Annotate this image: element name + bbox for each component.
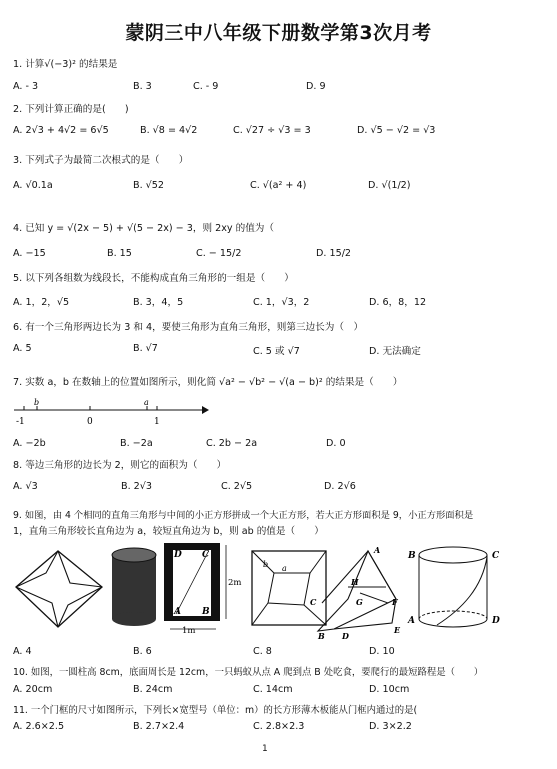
question-9-stem-line1: 9. 如图，由 4 个相同的直角三角形与中间的小正方形拼成一个大正方形，若大正方形面积是 9，小正方形面积是 [13, 510, 474, 521]
geo-label-a: A [374, 545, 381, 555]
door-width-label: 1m [182, 626, 196, 636]
q9-option-b: B. 6 [133, 646, 152, 657]
triangle-construction-figure [310, 545, 401, 641]
point-b-label: b [34, 398, 40, 407]
question-7-stem: 7. 实数 a，b 在数轴上的位置如图所示，则化简 √a² − √b² − √(a − b)² 的结果是（ ） [13, 377, 403, 388]
number-line-figure [10, 396, 210, 430]
q5-option-c: C. 1，√3，2 [253, 297, 310, 308]
q1-option-a: A. - 3 [13, 81, 39, 92]
geo-label-g: G [356, 597, 363, 607]
cyl-label-d: D [492, 616, 500, 626]
q8-option-d: D. 2√6 [324, 481, 356, 492]
q9-option-c: C. 8 [253, 646, 272, 657]
q8-option-c: C. 2√5 [221, 481, 253, 492]
q7-option-d: D. 0 [326, 438, 346, 449]
door-label-b: B [202, 607, 210, 617]
q4-option-c: C. − 15/2 [196, 248, 242, 259]
geo-label-f: F [392, 597, 398, 607]
q7-option-a: A. −2b [13, 438, 46, 449]
q10-option-d: D. 10cm [369, 684, 410, 695]
pinwheel-label-b: b [263, 560, 269, 569]
tick-label-zero: 0 [87, 417, 93, 427]
page-title: 蒙阴三中八年级下册数学第3次月考 [125, 22, 432, 44]
q4-option-a: A. −15 [13, 248, 46, 259]
q11-option-c: C. 2.8×2.3 [253, 721, 305, 732]
cyl-label-b: B [408, 551, 416, 561]
page-number: 1 [262, 744, 268, 754]
geo-label-d: D [342, 631, 349, 641]
cylinder-figure [112, 548, 156, 626]
geo-label-c: C [310, 597, 317, 607]
q11-option-a: A. 2.6×2.5 [13, 721, 65, 732]
q3-option-c: C. √(a² + 4) [250, 180, 307, 191]
door-label-d: D [174, 550, 182, 560]
q6-option-a: A. 5 [13, 343, 32, 354]
tick-label-minus-one: -1 [16, 417, 25, 427]
question-11-stem: 11. 一个门框的尺寸如图所示，下列长×宽型号（单位：m）的长方形薄木板能从门框内通过的是( [13, 705, 418, 716]
question-9-stem-line2: 1，直角三角形较长直角边为 a，较短直角边为 b，则 ab 的值是（ ） [13, 526, 324, 537]
geo-label-e: E [394, 625, 401, 635]
q11-option-b: B. 2.7×2.4 [133, 721, 185, 732]
q2-option-b: B. √8 = 4√2 [140, 125, 198, 136]
question-6-stem: 6. 有一个三角形两边长为 3 和 4，要使三角形为直角三角形，则第三边长为（ ） [13, 322, 364, 333]
question-10-stem: 10. 如图，一圆柱高 8cm，底面周长是 12cm，一只蚂蚁从点 A 爬到点 B 处吃食，要爬行的最短路程是（ ） [13, 667, 484, 678]
q10-option-c: C. 14cm [253, 684, 293, 695]
envelope-figure [16, 551, 102, 627]
q11-option-d: D. 3×2.2 [369, 721, 412, 732]
question-3-stem: 3. 下列式子为最简二次根式的是（ ） [13, 155, 189, 166]
q6-option-d: D. 无法确定 [369, 346, 421, 357]
q3-option-b: B. √52 [133, 180, 165, 191]
door-label-c: C [202, 550, 210, 560]
q7-option-b: B. −2a [120, 438, 153, 449]
question-1-stem: 1. 计算√(−3)² 的结果是 [13, 59, 118, 70]
q4-option-d: D. 15/2 [316, 248, 352, 259]
q5-option-a: A. 1，2，√5 [13, 297, 70, 308]
q2-option-a: A. 2√3 + 4√2 = 6√5 [13, 125, 109, 136]
q6-option-b: B. √7 [133, 343, 158, 354]
q1-option-d: D. 9 [306, 81, 326, 92]
pinwheel-label-a: a [282, 564, 287, 573]
pinwheel-square-figure [252, 551, 326, 625]
question-8-stem: 8. 等边三角形的边长为 2，则它的面积为（ ） [13, 460, 227, 471]
tick-label-one: 1 [154, 417, 160, 427]
cyl-label-c: C [492, 551, 500, 561]
q10-option-a: A. 20cm [13, 684, 53, 695]
q8-option-b: B. 2√3 [121, 481, 153, 492]
q9-option-a: A. 4 [13, 646, 32, 657]
q3-option-a: A. √0.1a [13, 180, 53, 191]
q5-option-d: D. 6，8，12 [369, 297, 427, 308]
question-4-stem: 4. 已知 y = √(2x − 5) + √(5 − 2x) − 3，则 2xy 的值为（ [13, 223, 274, 234]
q2-option-d: D. √5 − √2 = √3 [357, 125, 436, 136]
door-frame-figure [164, 543, 241, 636]
q7-option-c: C. 2b − 2a [206, 438, 258, 449]
figures-row [12, 543, 542, 641]
point-a-label: a [144, 398, 149, 407]
q5-option-b: B. 3，4，5 [133, 297, 184, 308]
q9-option-d: D. 10 [369, 646, 395, 657]
cyl-label-a: A [408, 616, 415, 626]
door-label-a: A [174, 607, 181, 617]
q6-option-c: C. 5 或 √7 [253, 346, 300, 357]
q8-option-a: A. √3 [13, 481, 38, 492]
geo-label-h: H [351, 577, 359, 587]
question-2-stem: 2. 下列计算正确的是( ) [13, 104, 129, 115]
q10-option-b: B. 24cm [133, 684, 173, 695]
q4-option-b: B. 15 [107, 248, 132, 259]
q1-option-b: B. 3 [133, 81, 152, 92]
q2-option-c: C. √27 ÷ √3 = 3 [233, 125, 311, 136]
door-height-label: 2m [228, 578, 242, 588]
question-5-stem: 5. 以下列各组数为线段长，不能构成直角三角形的一组是（ ） [13, 273, 294, 284]
cylinder-path-figure [407, 547, 500, 627]
geo-label-b: B [318, 631, 325, 641]
q1-option-c: C. - 9 [193, 81, 219, 92]
q3-option-d: D. √(1/2) [368, 180, 411, 191]
